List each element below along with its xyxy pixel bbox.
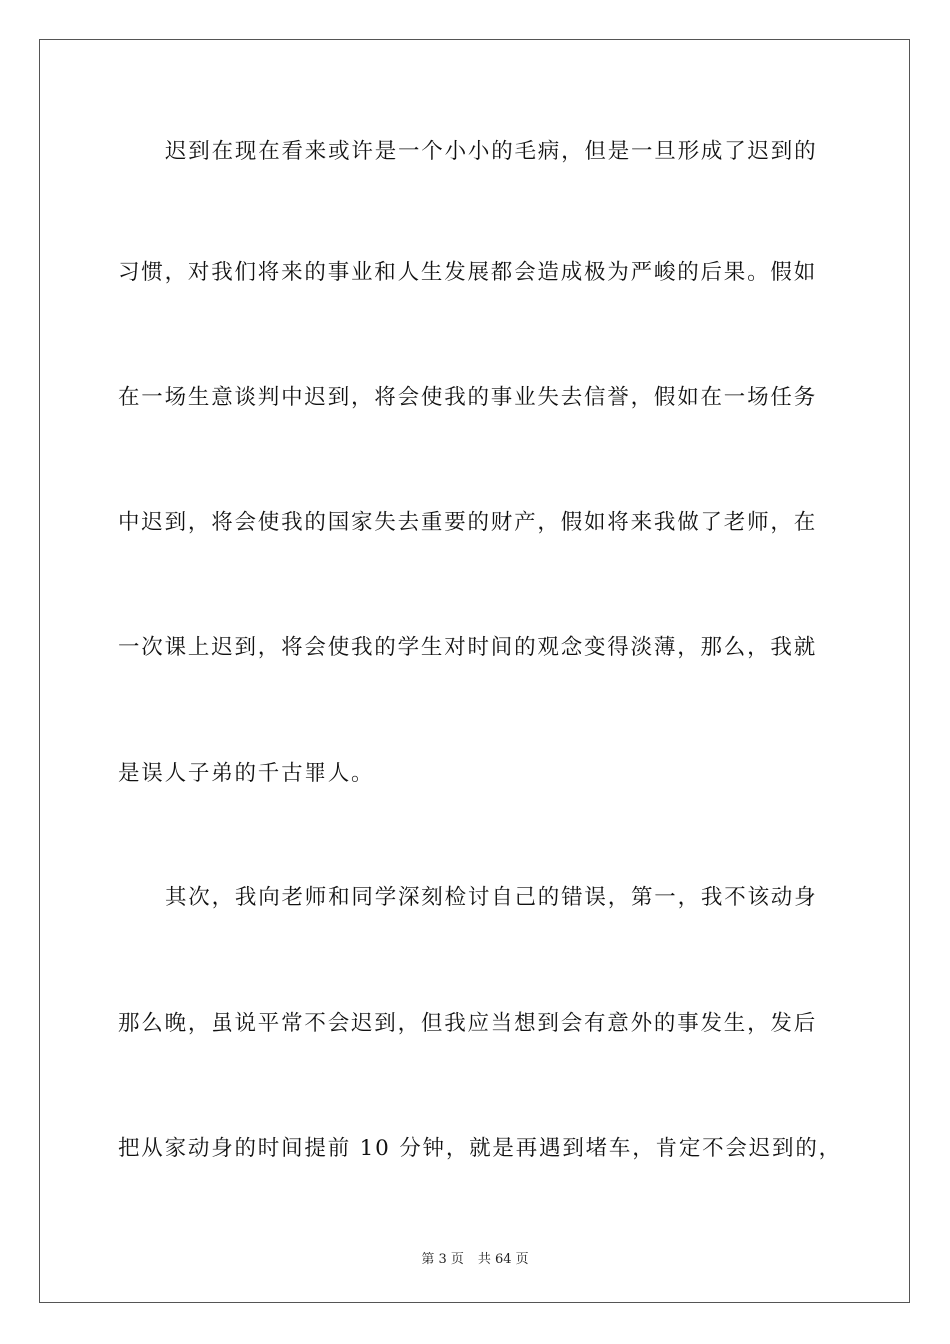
paragraph-line-6: 是误人子弟的千古罪人。 (118, 761, 375, 786)
paragraph-line-3: 在一场生意谈判中迟到，将会使我的事业失去信誉，假如在一场任务 (118, 385, 818, 410)
paragraph-line-9: 把从家动身的时间提前 10 分钟，就是再遇到堵车，肯定不会迟到的， (118, 1136, 842, 1161)
page-number: 第 3 页 (421, 1252, 464, 1267)
page-footer (0, 1248, 950, 1267)
paragraph-line-8: 那么晚，虽说平常不会迟到，但我应当想到会有意外的事发生，发后 (118, 1011, 818, 1036)
page-border (39, 39, 910, 1303)
paragraph-line-5: 一次课上迟到，将会使我的学生对时间的观念变得淡薄，那么，我就 (118, 635, 818, 660)
paragraph-line-2: 习惯，对我们将来的事业和人生发展都会造成极为严峻的后果。假如 (118, 260, 818, 285)
paragraph-line-7: 其次，我向老师和同学深刻检讨自己的错误，第一，我不该动身 (165, 885, 818, 910)
paragraph-line-1: 迟到在现在看来或许是一个小小的毛病，但是一旦形成了迟到的 (165, 139, 818, 164)
paragraph-line-4: 中迟到，将会使我的国家失去重要的财产，假如将来我做了老师，在 (118, 510, 818, 535)
page-total: 共 64 页 (477, 1252, 529, 1267)
